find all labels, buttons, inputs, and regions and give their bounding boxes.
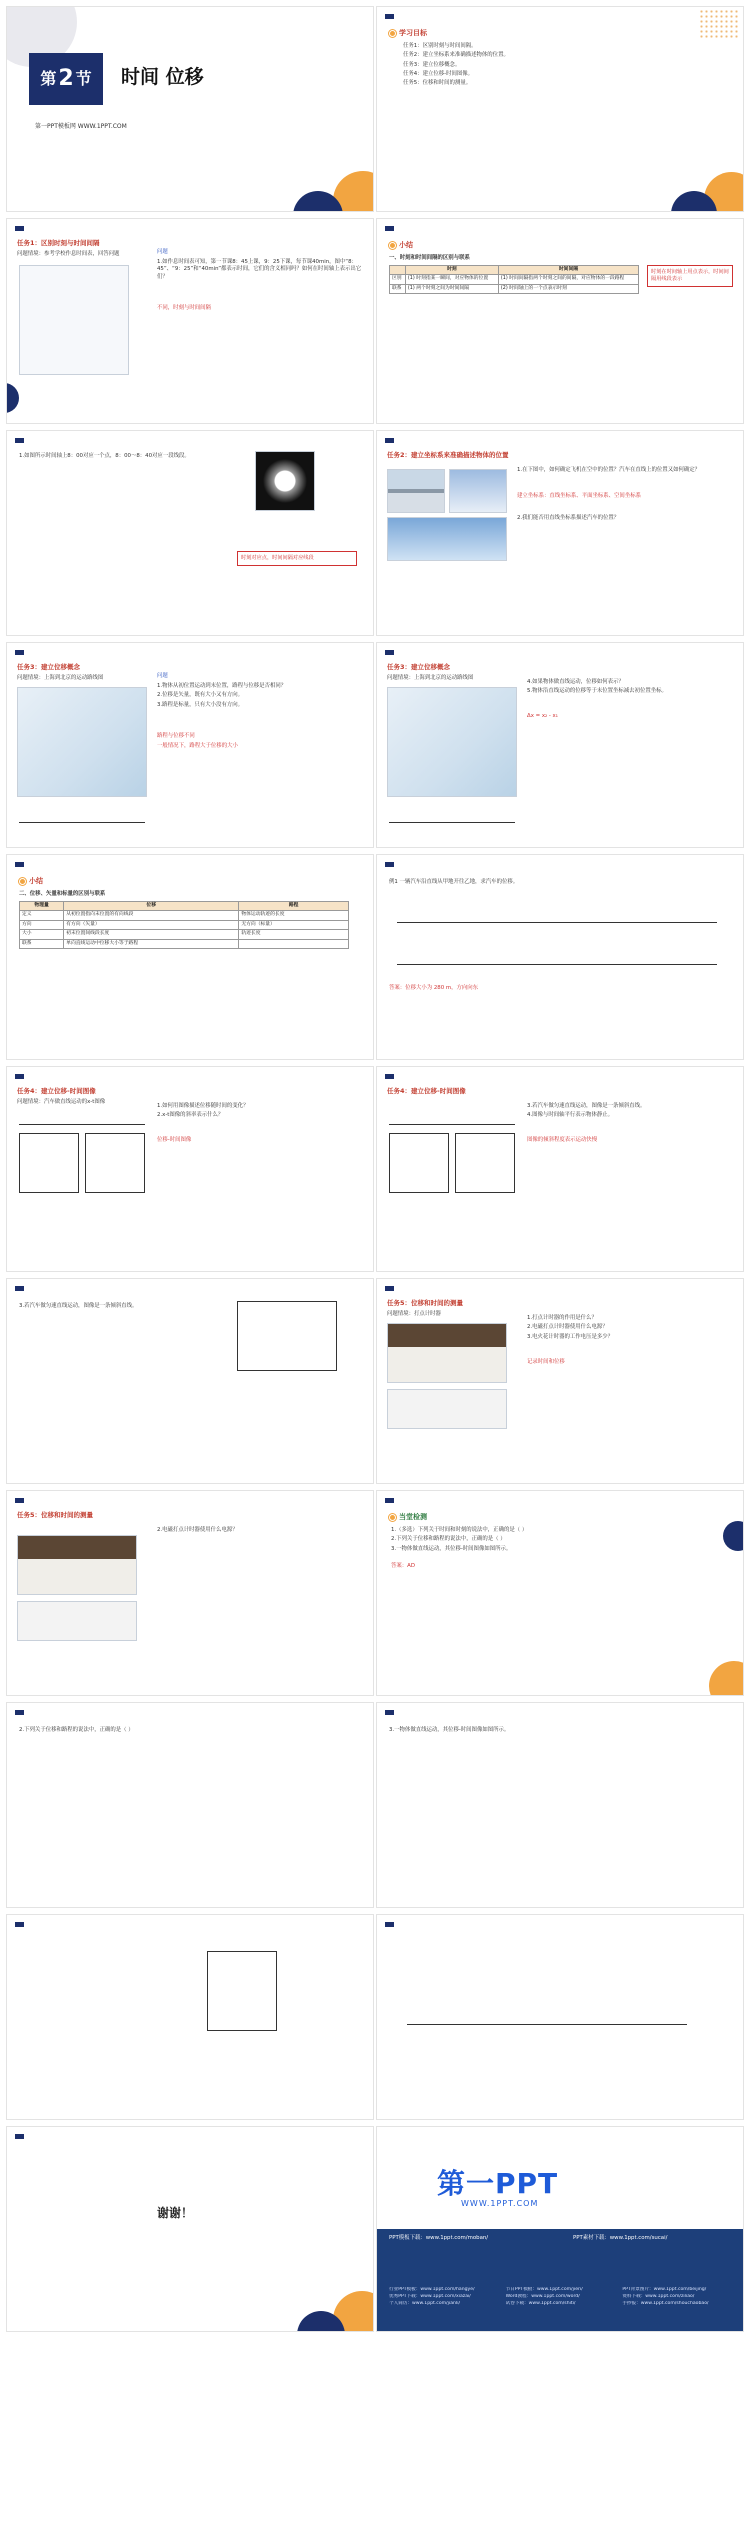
timetable-image xyxy=(19,265,129,375)
xt-graph-image xyxy=(85,1133,145,1193)
logo-icon xyxy=(15,1922,24,1927)
task3a-slide[interactable] xyxy=(6,642,374,848)
top-bar xyxy=(15,860,24,868)
table-cell: 物体运动轨迹的长度 xyxy=(239,911,349,920)
logo-icon xyxy=(15,2134,24,2139)
top-bar xyxy=(15,648,24,656)
question-item: 1.打点计时器的作用是什么？ xyxy=(527,1315,597,1321)
table-header: 时刻 xyxy=(405,266,498,275)
cover-title: 时间 位移 xyxy=(121,66,204,88)
section-heading xyxy=(389,1513,427,1522)
top-bar xyxy=(15,224,24,232)
logo-icon xyxy=(385,226,394,231)
promo-link[interactable]: 资料下载：www.1ppt.com/ziliao/ xyxy=(622,2294,695,2300)
promo-links xyxy=(389,2287,733,2308)
bullet-icon xyxy=(19,878,26,885)
answer-text: 不同，时刻与时间间隔 xyxy=(157,305,211,311)
number-axis xyxy=(397,955,717,965)
question-item: 3.电火花计时器的工作电压是多少？ xyxy=(527,1333,614,1340)
promo-link[interactable]: 个人简历：www.1ppt.com/jianli/ xyxy=(389,2301,461,2307)
check4-slide[interactable] xyxy=(6,1914,374,2120)
chip-num: 2 xyxy=(58,66,74,92)
question-list xyxy=(527,1103,732,1122)
table-cell: (1) 两个时刻之间为时间间隔 xyxy=(405,284,498,293)
chip-post: 节 xyxy=(75,69,92,89)
xt-graph-image xyxy=(237,1301,337,1371)
promo-link[interactable]: 试卷下载：www.1ppt.com/shiti/ xyxy=(505,2301,576,2307)
question-list xyxy=(527,1315,732,1343)
promo-link[interactable]: 优秀PPT下载：www.1ppt.com/xiazai/ xyxy=(389,2294,471,2300)
section-heading xyxy=(389,241,413,250)
question-item: 1.如何用图像描述位移随时间的变化？ xyxy=(157,1103,249,1109)
answer-text: Δx = x₂ - x₁ xyxy=(527,713,558,719)
promo-link[interactable]: 节日PPT模板：www.1ppt.com/jieri/ xyxy=(505,2287,583,2292)
bullet-icon xyxy=(389,30,396,37)
circle-decoration xyxy=(723,1521,744,1551)
table-cell: 初末位置间线段长度 xyxy=(64,930,239,939)
answer-text: 位移-时间图像 xyxy=(157,1137,192,1143)
task-caption: 问题情境：汽车做直线运动的x-t图像 xyxy=(17,1099,106,1105)
table-cell: 有方向（矢量） xyxy=(64,920,239,929)
bullet-icon xyxy=(389,1514,396,1521)
question-list xyxy=(157,1103,362,1122)
table-cell: 单向直线运动中位移大小等于路程 xyxy=(64,939,239,948)
task-heading: 任务2：建立坐标系来准确描述物体的位置 xyxy=(387,451,509,459)
promo-link[interactable]: PPT背景图片：www.1ppt.com/beijing/ xyxy=(622,2287,707,2292)
answer-text: 答案：位移大小为 280 m，方向向东 xyxy=(389,985,479,991)
photo-road xyxy=(387,469,445,513)
table-cell: 轨迹长度 xyxy=(239,930,349,939)
apparatus-image xyxy=(17,1601,137,1641)
task-heading: 任务5：位移和时间的测量 xyxy=(17,1511,94,1519)
question-item: 2.电磁打点计时器使用什么电源？ xyxy=(527,1324,608,1331)
logo-icon xyxy=(385,1286,394,1291)
check-list xyxy=(391,1527,691,1555)
top-bar xyxy=(385,1284,394,1292)
table-header: 时间间隔 xyxy=(498,266,638,275)
top-bar xyxy=(15,1496,24,1504)
number-axis xyxy=(19,813,145,823)
example-text: 1.如图所示时间轴上8：00对应一个点，8：00～8：40对应一段线段。 xyxy=(19,453,190,459)
task4b-slide[interactable] xyxy=(376,1066,744,1272)
answer-text: 图像的倾斜程度表示运动快慢 xyxy=(527,1137,598,1143)
top-bar xyxy=(385,1708,394,1716)
top-bar xyxy=(385,860,394,868)
promo-link[interactable]: 行业PPT模板：www.1ppt.com/hangye/ xyxy=(389,2287,475,2292)
task-caption: 问题情境：参考学校作息时间表，回答问题 xyxy=(17,251,120,257)
photo-plane xyxy=(387,517,507,561)
task2-slide[interactable] xyxy=(376,430,744,636)
question-text: 3.若汽车做匀速直线运动，图像是一条倾斜直线。 xyxy=(19,1303,138,1309)
xt-graph-image xyxy=(389,1133,449,1193)
goal-item: 任务3：建立位移概念。 xyxy=(403,61,461,68)
goal-list xyxy=(403,43,663,89)
top-bar xyxy=(15,2132,24,2140)
check2-slide[interactable] xyxy=(6,1702,374,1908)
promo-left-title[interactable]: PPT模板下载：www.1ppt.com/moban/ xyxy=(389,2235,489,2241)
task-heading: 任务1：区别时刻与时间间隔 xyxy=(17,239,100,247)
table-row xyxy=(20,930,349,939)
table-row xyxy=(20,939,349,948)
top-bar xyxy=(15,1920,24,1928)
question-text: 3.一物体做直线运动，其位移-时间图像如图所示。 xyxy=(389,1727,510,1733)
goal-item: 任务5：位移和时间的测量。 xyxy=(403,80,472,87)
brand-url[interactable]: WWW.1PPT.COM xyxy=(461,2199,539,2208)
check-item: 3.一物体做直线运动，其位移-时间图像如图所示。 xyxy=(391,1545,512,1552)
number-axis xyxy=(19,1115,145,1125)
heading-text: 学习目标 xyxy=(399,29,427,37)
task5a-slide[interactable] xyxy=(376,1278,744,1484)
timer-image xyxy=(17,1535,137,1595)
promo-link[interactable]: Word教程：www.1ppt.com/word/ xyxy=(505,2294,580,2300)
table-header: 物理量 xyxy=(20,902,64,911)
summary-sub: 一、时刻和时间间隔的区别与联系 xyxy=(389,255,470,261)
logo-icon xyxy=(385,1498,394,1503)
table-header-row xyxy=(20,902,349,911)
heading-text: 小结 xyxy=(399,241,413,249)
dot-pattern xyxy=(699,9,739,39)
question-item: 2.位移是矢量，既有大小又有方向。 xyxy=(157,692,244,699)
logo-icon xyxy=(385,14,394,19)
summary-sub: 二、位移、矢量和标量的区别与联系 xyxy=(19,891,106,897)
table-cell: 区别 xyxy=(390,275,406,284)
table-cell: (2) 时间轴上的一个点表示时刻 xyxy=(498,284,638,293)
logo-icon xyxy=(385,438,394,443)
question-text: 1.如作息时间表可知，第一节课8：45上课，9：25下课，每节课40min，图中“8：45”、“9：25”和“40min”都表示时间，它们的含义相同吗？如何在时间轴上表示出它们？ xyxy=(157,259,362,280)
check-item: 1.（多选）下列关于时间和时刻的说法中，正确的是（ ） xyxy=(391,1527,528,1533)
timer-image xyxy=(387,1323,507,1383)
table-cell: 定义 xyxy=(20,911,64,920)
question-item: 2.x-t图像的斜率表示什么？ xyxy=(157,1112,224,1119)
number-axis xyxy=(389,1115,515,1125)
question-text: 2.我们能否用直线坐标系描述汽车的位置？ xyxy=(517,515,620,521)
task1-slide[interactable] xyxy=(6,218,374,424)
question-item: 5.物体沿直线运动的位移等于末位置坐标减去初位置坐标。 xyxy=(527,688,667,695)
top-bar xyxy=(15,1284,24,1292)
goal-item: 任务4：建立位移-时间图像。 xyxy=(403,70,474,77)
example-text: 例1 一辆汽车沿直线从甲地开往乙地，求汽车的位移。 xyxy=(389,879,519,885)
promo-link[interactable]: 手抄报：www.1ppt.com/shouchaobao/ xyxy=(622,2301,709,2307)
logo-icon xyxy=(385,650,394,655)
example1-slide[interactable] xyxy=(376,854,744,1060)
answer-text: 记录时间和位移 xyxy=(527,1359,565,1365)
logo-icon xyxy=(385,1074,394,1079)
top-bar xyxy=(15,1708,24,1716)
diagram-image xyxy=(207,1951,277,2031)
route-map-image xyxy=(387,687,517,797)
xt-graph-image xyxy=(455,1133,515,1193)
top-bar xyxy=(385,1920,394,1928)
top-bar xyxy=(385,648,394,656)
table-row xyxy=(390,275,639,284)
goal-item: 任务1：区别时刻与时间间隔。 xyxy=(403,43,477,49)
summary-table xyxy=(389,265,639,294)
question-list xyxy=(527,679,732,698)
top-bar xyxy=(385,1496,394,1504)
table-header xyxy=(390,266,406,275)
logo-icon xyxy=(15,1286,24,1291)
section-heading xyxy=(19,877,43,886)
task-heading: 任务5：位移和时间的测量 xyxy=(387,1299,464,1307)
answer-text: 答案：AD xyxy=(391,1563,416,1569)
task-caption: 问题情境：打点计时器 xyxy=(387,1311,441,1317)
thanks-slide[interactable] xyxy=(6,2126,374,2332)
logo-icon xyxy=(15,862,24,867)
summary-table xyxy=(19,901,349,949)
table-row xyxy=(390,284,639,293)
section-heading xyxy=(389,29,427,38)
heading-text: 当堂检测 xyxy=(399,1513,427,1521)
table-cell: (1) 时间间隔指两个时刻之间的间隔，对应物体的一段路程 xyxy=(498,275,638,284)
check-item: 2.下列关于位移和路程的说法中，正确的是（ ） xyxy=(391,1536,506,1543)
task-heading: 任务3：建立位移概念 xyxy=(387,663,451,671)
answer-text: 建立坐标系：直线坐标系、平面坐标系、空间坐标系 xyxy=(517,493,641,499)
check3-slide[interactable] xyxy=(376,1702,744,1908)
cover-slide[interactable] xyxy=(6,6,374,212)
table-cell: 联系 xyxy=(20,939,64,948)
promo-right-title[interactable]: PPT素材下载：www.1ppt.com/sucai/ xyxy=(573,2235,668,2241)
route-map-image xyxy=(17,687,147,797)
summary2-slide[interactable] xyxy=(6,854,374,1060)
question-text: 2.电磁打点计时器使用什么电源？ xyxy=(157,1527,238,1533)
goal-item: 任务2：建立坐标系来准确描述物体的位置。 xyxy=(403,52,509,59)
circle-decoration xyxy=(6,383,19,413)
bullet-icon xyxy=(389,242,396,249)
photo-sky xyxy=(449,469,507,513)
question-list xyxy=(157,683,362,711)
promo-slide[interactable] xyxy=(376,2126,744,2332)
table-cell: 大小 xyxy=(20,930,64,939)
table-header: 位移 xyxy=(64,902,239,911)
task-heading: 任务3：建立位移概念 xyxy=(17,663,81,671)
table-row xyxy=(20,911,349,920)
task-heading: 任务4：建立位移-时间图像 xyxy=(387,1087,466,1095)
task4a-slide[interactable] xyxy=(6,1066,374,1272)
xt-example-slide[interactable] xyxy=(6,1278,374,1484)
table-header-row xyxy=(390,266,639,275)
thanks-text: 谢谢！ xyxy=(157,2206,194,2220)
top-bar xyxy=(15,436,24,444)
task-caption: 问题情境：上海到北京的运动路线图 xyxy=(387,675,474,681)
table-cell: (1) 时刻指某一瞬间，对应物体的位置 xyxy=(405,275,498,284)
number-axis xyxy=(407,2015,687,2025)
promo-panel xyxy=(377,2229,744,2332)
example-slide[interactable] xyxy=(6,430,374,636)
side-note: 时刻在时间轴上用点表示，时间间隔用线段表示 xyxy=(647,265,733,287)
top-bar xyxy=(385,436,394,444)
chip-pre: 第 xyxy=(40,69,57,89)
answer-box: 时刻对应点，时间间隔对应线段 xyxy=(237,551,357,566)
question-text: 2.下列关于位移和路程的说法中，正确的是（ ） xyxy=(19,1727,134,1733)
check5-slide[interactable] xyxy=(376,1914,744,2120)
logo-icon xyxy=(15,1498,24,1503)
table-cell: 从初位置指向末位置的有向线段 xyxy=(64,911,239,920)
table-row xyxy=(20,920,349,929)
heading-text: 小结 xyxy=(29,877,43,885)
table-cell: 方向 xyxy=(20,920,64,929)
circle-decoration xyxy=(709,1661,744,1696)
question-item: 4.图像与时间轴平行表示物体静止。 xyxy=(527,1112,614,1119)
top-bar xyxy=(385,1072,394,1080)
eclipse-image xyxy=(255,451,315,511)
task-caption: 问题情境：上海到北京的运动路线图 xyxy=(17,675,104,681)
logo-icon xyxy=(385,1922,394,1927)
task5b-slide[interactable] xyxy=(6,1490,374,1696)
table-cell: 联系 xyxy=(390,284,406,293)
logo-icon xyxy=(15,1710,24,1715)
logo-icon xyxy=(15,1074,24,1079)
table-cell: 无方向（标量） xyxy=(239,920,349,929)
number-axis xyxy=(389,813,515,823)
question-item: 4.如果物体做直线运动，位移如何表示？ xyxy=(527,679,624,685)
logo-icon xyxy=(15,226,24,231)
xt-graph-image xyxy=(19,1133,79,1193)
question-item: 1.物体从初位置运动到末位置，路程与位移是否相同？ xyxy=(157,683,287,689)
goals-slide[interactable] xyxy=(376,6,744,212)
question-label: 问题 xyxy=(157,249,168,255)
task-heading: 任务4：建立位移-时间图像 xyxy=(17,1087,96,1095)
table-cell xyxy=(239,939,349,948)
answer-text: 一般情况下，路程大于位移的大小 xyxy=(157,743,238,749)
logo-icon xyxy=(385,1710,394,1715)
brand-logo: 第一PPT xyxy=(437,2167,559,2200)
question-item: 3.若汽车做匀速直线运动，图像是一条倾斜直线。 xyxy=(527,1103,646,1109)
question-item: 3.路程是标量，只有大小没有方向。 xyxy=(157,701,244,708)
section-chip xyxy=(29,53,103,105)
check-slide[interactable] xyxy=(376,1490,744,1696)
logo-icon xyxy=(15,650,24,655)
site-text: 第一PPT模板网 WWW.1PPT.COM xyxy=(35,123,127,130)
number-axis xyxy=(397,913,717,923)
question-text: 1.在下图中，如何确定飞机在空中的位置？汽车在直线上的位置又如何确定？ xyxy=(517,467,701,473)
task3b-slide[interactable] xyxy=(376,642,744,848)
question-label: 问题 xyxy=(157,673,168,679)
summary1-slide[interactable] xyxy=(376,218,744,424)
apparatus-image xyxy=(387,1389,507,1429)
answer-text: 路程与位移不同 xyxy=(157,733,195,739)
top-bar xyxy=(385,12,394,20)
table-header: 路程 xyxy=(239,902,349,911)
top-bar xyxy=(385,224,394,232)
logo-icon xyxy=(15,438,24,443)
logo-icon xyxy=(385,862,394,867)
top-bar xyxy=(15,1072,24,1080)
